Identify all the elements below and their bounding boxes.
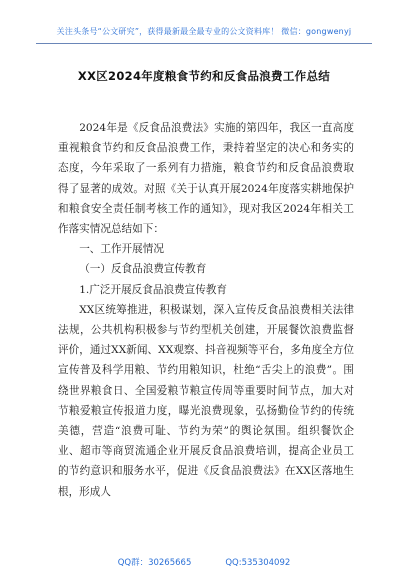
- item-heading-1: 1.广泛开展反食品浪费宣传教育: [79, 283, 228, 296]
- footer-qq: QQ:535304092: [225, 558, 291, 568]
- header-divider: [36, 43, 372, 44]
- intro-paragraph: 2024年是《反食品浪费法》实施的第四年，我区一直高度重视粮食节约和反食品浪费工作，秉持着坚定的决心和务实的态度，今年采取了一系列有力措施，粮食节约和反食品浪费取得了显著的成效。对照《关于认真开展2024年度落实耕地保护和粮食安全责任制考核工作的通知》，现对我区2024年相关工作落实情况总结如下：: [58, 122, 354, 236]
- document-title: XX区2024年度粮食节约和反食品浪费工作总结: [77, 69, 331, 83]
- footer-qq-group: QQ群：30265665: [117, 558, 192, 568]
- body-paragraph-1: XX区统筹推进，积极谋划，深入宣传反食品浪费相关法律法规，公共机构积极参与节约型机关创建，开展餐饮浪费监督评价，通过XX新闻、XX观察、抖音视频等平台，多角度全方位宣传普及科学用粮、节约用粮知识，杜绝“舌尖上的浪费”。围绕世界粮食日、全国爱粮节粮宣传周等重要时间节点，加大对节粮爱粮宣传报道力度，曝光浪费现象，弘扬勤俭节约的传统美德，营造“浪费可耻、节约为荣”的舆论氛围。组织餐饮企业、超市等商贸流通企业开展反食品浪费培训，提高企业员工的节约意识和服务水平，促进《反食品浪费法》在XX区落地生根，形成人: [58, 303, 354, 498]
- subsection-heading-1: （一）反食品浪费宣传教育: [79, 263, 207, 276]
- header-note: 关注头条号“公文研究”，获得最新最全最专业的公文资料库！ 微信：gongwenyj: [56, 27, 352, 36]
- document-body: [58, 118, 354, 502]
- footer-contact: [0, 556, 408, 568]
- section-heading-1: 一、工作开展情况: [79, 243, 164, 256]
